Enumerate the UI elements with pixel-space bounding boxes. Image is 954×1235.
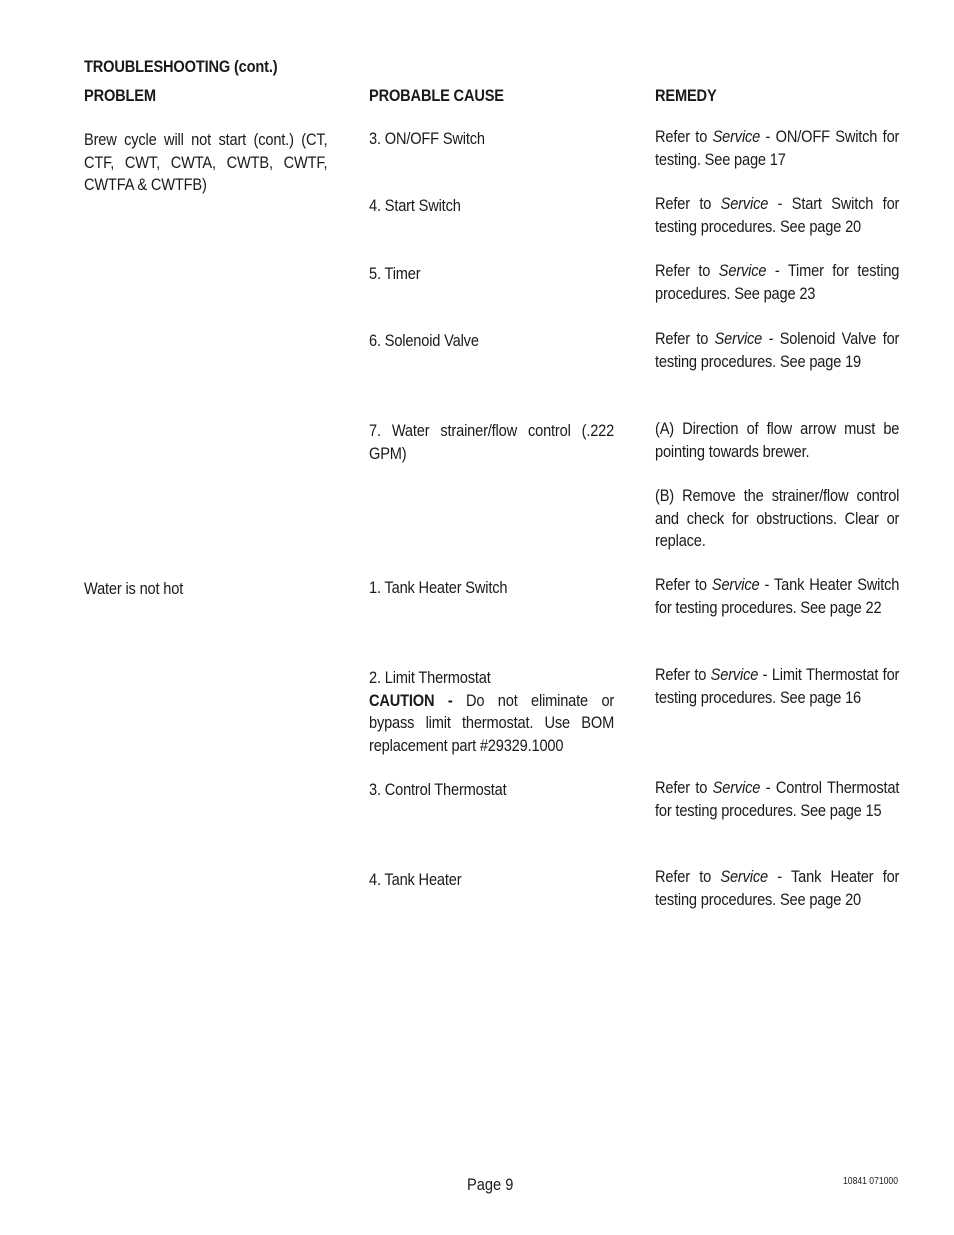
cause-limit-thermostat xyxy=(369,667,614,757)
remedy-start-switch: Refer to Service - Start Switch for testing procedures. See page 20 xyxy=(655,194,900,236)
remedy-tank-heater: Refer to Service - Tank Heater for testing procedures. See page 20 xyxy=(655,867,900,909)
cause-start-switch: 4. Start Switch xyxy=(369,196,461,215)
service-reference: Service xyxy=(720,194,769,213)
column-header-remedy: REMEDY xyxy=(655,86,717,105)
cause-tank-heater: 4. Tank Heater xyxy=(369,870,462,889)
caution-label: CAUTION - xyxy=(369,690,453,710)
remedy-solenoid-valve: Refer to Service - Solenoid Valve for testing procedures. See page 19 xyxy=(655,329,900,371)
cause-solenoid-valve: 6. Solenoid Valve xyxy=(369,331,479,350)
service-reference: Service xyxy=(710,665,759,684)
remedy-flow-arrow: (A) Direction of flow arrow must be pointing towards brewer. xyxy=(655,419,900,461)
problem-water-not-hot: Water is not hot xyxy=(84,579,184,598)
service-reference: Service xyxy=(712,778,761,797)
service-reference: Service xyxy=(718,261,767,280)
cause-control-thermostat: 3. Control Thermostat xyxy=(369,780,507,799)
service-reference: Service xyxy=(714,329,763,348)
cause-water-strainer: 7. Water strainer/flow control (.222 GPM) xyxy=(369,421,615,463)
document-code: 10841 071000 xyxy=(843,1176,899,1187)
column-header-problem: PROBLEM xyxy=(84,86,156,105)
section-title: TROUBLESHOOTING (cont.) xyxy=(84,57,278,76)
page-number: Page 9 xyxy=(467,1175,514,1194)
remedy-control-thermostat: Refer to Service - Control Thermostat for testing procedures. See page 15 xyxy=(655,778,900,820)
cause-on-off-switch: 3. ON/OFF Switch xyxy=(369,129,485,148)
cause-tank-heater-switch: 1. Tank Heater Switch xyxy=(369,578,508,597)
remedy-limit-thermostat: Refer to Service - Limit Thermostat for testing procedures. See page 16 xyxy=(655,665,900,707)
remedy-on-off-switch: Refer to Service - ON/OFF Switch for testing. See page 17 xyxy=(655,127,900,169)
caution-text: Do not eliminate or bypass limit thermostat. Use BOM replacement part #29329.1000 xyxy=(369,690,615,755)
service-reference: Service xyxy=(711,575,760,594)
remedy-remove-strainer: (B) Remove the strainer/flow control and check for obstructions. Clear or replace. xyxy=(655,486,900,550)
remedy-tank-heater-switch: Refer to Service - Tank Heater Switch for testing procedures. See page 22 xyxy=(655,575,900,617)
remedy-timer: Refer to Service - Timer for testing procedures. See page 23 xyxy=(655,261,900,303)
caution-note xyxy=(369,690,614,758)
cause-limit-thermostat-label: 2. Limit Thermostat xyxy=(369,668,491,687)
service-reference: Service xyxy=(720,867,768,886)
cause-timer: 5. Timer xyxy=(369,264,421,283)
service-reference: Service xyxy=(712,127,761,146)
problem-brew-cycle: Brew cycle will not start (cont.) (CT, CTF, CWT, CWTA, CWTB, CWTF, CWTFA & CWTFB) xyxy=(84,130,328,194)
column-header-probable-cause: PROBABLE CAUSE xyxy=(369,86,504,105)
